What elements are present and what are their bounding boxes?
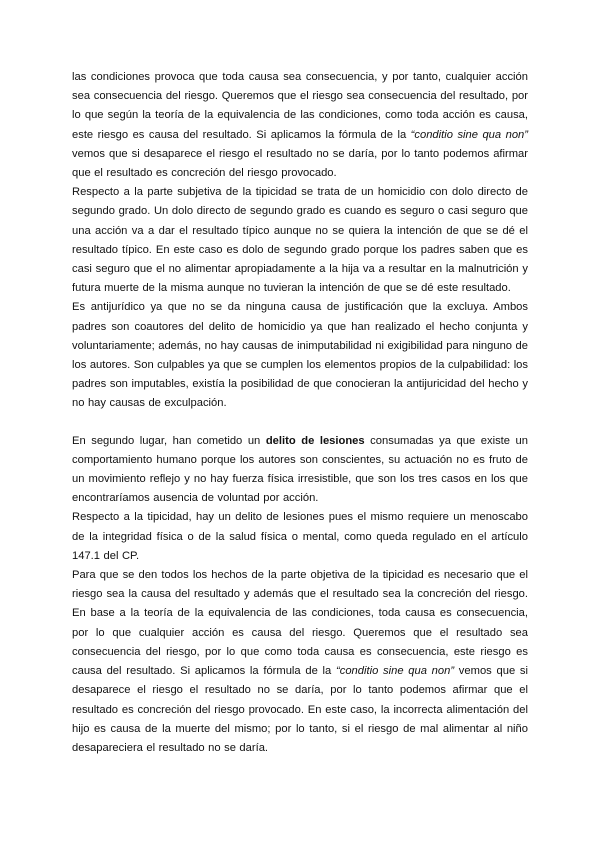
paragraph-tipicidad-subjetiva: Respecto a la parte subjetiva de la tipicidad se trata de un homicidio con dolo directo de segundo grado. Un dolo directo de segundo grado es cuando es seguro o casi seguro que una acción va a dar el resultado típico aunque no se quiera la intención de que se dé el resultado típico. En este caso es dolo de segundo grado porque los padres saben que es casi seguro que el no alimentar apropiadamente a la hija va a resultar en la malnutrición y futura muerte de la misma aunque no tuvieran la intención de que se dé este resultado. [72, 186, 528, 295]
paragraph-parte-objetiva [72, 566, 528, 758]
paragraph-delito-lesiones [72, 432, 528, 509]
text-run: consumadas ya que existe un comportamiento humano porque los autores son conscientes, su actuación no es fruto de un movimiento reflejo y no hay fuerza física irresistible, que son los tres casos en los que encontraríamos ausencia de voluntad por acción. [72, 434, 529, 505]
text-run: vemos que si desaparece el riesgo el resultado no se daría, por lo tanto podemos afirmar que el resultado es concreción del riesgo provocado. [72, 147, 528, 180]
text-run: vemos que si desaparece el riesgo el resultado no se daría, por lo tanto podemos afirmar que el resultado es concreción del riesgo provocado. En este caso, la incorrecta alimentación del hijo es causa de la muerte del mismo; por lo tanto, si el riesgo de mal alimentar al niño desapareciera el resultado no se daría. [72, 665, 528, 754]
latin-phrase: “conditio sine qua non” [336, 665, 455, 678]
bold-term: delito de lesiones [265, 434, 365, 447]
latin-phrase: “conditio sine qua non” [410, 128, 528, 141]
text-run: las condiciones provoca que toda causa sea consecuencia, y por tanto, cualquier acción sea consecuencia del riesgo. Queremos que el riesgo sea consecuencia del resultado, por lo que según la teoría de la equivalencia de las condiciones, como toda acción es causa, este riesgo es causa del resultado. Si aplicamos la fórmula de la [72, 71, 528, 141]
paragraph-causalidad-homicidio [72, 68, 528, 183]
text-run: En segundo lugar, han cometido un [72, 434, 266, 447]
paragraph-antijuridicidad: Es antijurídico ya que no se da ninguna causa de justificación que la excluya. Ambos padres son coautores del delito de homicidio ya que han realizado el hecho conjunta y voluntariamente; además, no hay causas de inimputabilidad ni exigibilidad para ninguno de los autores. Son culpables ya que se cumplen los elementos propios de la culpabilidad: los padres son imputables, existía la posibilidad de que conocieran la antijuricidad del hecho y no hay causas de exculpación. [72, 301, 528, 410]
text-run: Para que se den todos los hechos de la parte objetiva de la tipicidad es necesario que el riesgo sea la causa del resultado y además que el resultado sea la concreción del riesgo. En base a la teoría de la equivalencia de las condiciones, toda causa es consecuencia, por lo que cualquier acción es causa del riesgo. Queremos que el resultado sea consecuencia del riesgo, por lo que como toda causa es consecuencia, este riesgo es causa del resultado. Si aplicamos la fórmula de la [72, 569, 528, 678]
paragraph-tipicidad-lesiones: Respecto a la tipicidad, hay un delito de lesiones pues el mismo requiere un menoscabo de la integridad física o de la salud física o mental, como queda regulado en el artículo 147.1 del CP. [72, 511, 528, 562]
